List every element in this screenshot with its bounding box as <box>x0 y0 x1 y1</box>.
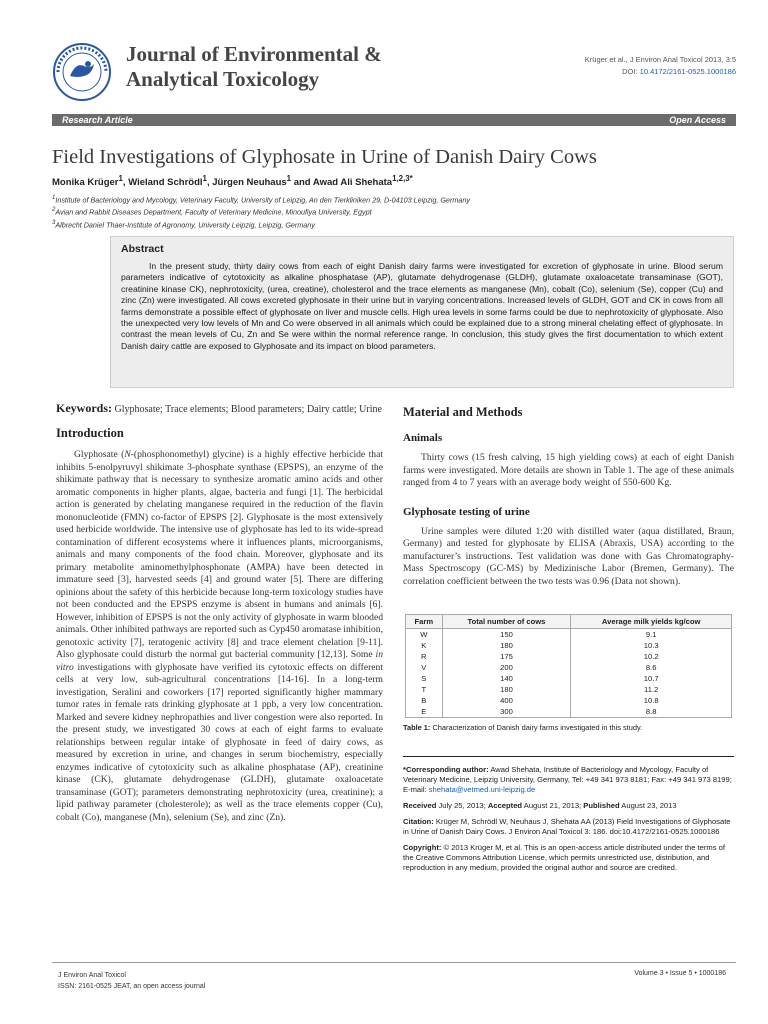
doi-link[interactable]: 10.4172/2161-0525.1000186 <box>639 67 736 76</box>
author-list <box>52 174 413 188</box>
table-cell: K <box>406 640 443 651</box>
affiliation: $^3$Albrecht Daniel Thaer-Institute of Agronomy, University Leipzig, Leipzig, Germany <box>52 219 315 230</box>
table-cell: 140 <box>442 673 571 684</box>
author-sep: and <box>291 177 313 189</box>
table-cell: 175 <box>442 651 571 662</box>
abstract-box <box>110 236 734 388</box>
table-header-milk: Average milk yields kg/cow <box>571 615 732 629</box>
table-cell: 11.2 <box>571 684 732 695</box>
table-row <box>406 640 732 651</box>
affiliation: $^2$Avian and Rabbit Diseases Department, Faculty of Veterinary Medicine, Minoufiya University, Egypt <box>52 207 372 217</box>
journal-meta <box>585 54 736 78</box>
table-cell: S <box>406 673 443 684</box>
left-column <box>56 402 383 824</box>
right-column <box>403 402 734 873</box>
footer-left <box>58 970 205 992</box>
keywords-label: Keywords: <box>56 401 112 415</box>
table-cell: 150 <box>442 629 571 641</box>
introduction-text: Glyphosate (N-(phosphonomethyl) glycine) is a highly effective herbicide that inhibits 5-enolpyruvyl shikimate 3-phosphate synthase (EPSPS), an enzyme of the shikimate pathway that is necessary to synthesize aromatic amino acids and other aromatic components in higher plants, algae, bacteria and fungi [1]. The herbicidal action is generated by chelating manganese required in the reduction of the flavin mononucleotide (FMN) co-factor of EPSPS [2]. Glyphosate is the most extensively used herbicide worldwide. The intensive use of glyphosate has led to its wide-spread contamination of different ecosystems where it influences plants, microorganisms, animals and many components of the food chain. Moreover, glyphosate and its primary metabolite aminomethylphosphonate (AMPA) have been detected in immature seed [3], harvested seeds [4] and ground water [5]. There are differing opinions about the safety of this herbicide because long-term toxicology studies have not been conducted and the EPSPS enzyme is absent in humans and animals [6]. However, inhibition of EPSPS is not the only activity of glyphosate in warm blooded animals. Other inhibited pathways are reported such as Cyp450 aromatase inhibition, genotoxic activity [7], teratogenic activity [8] and trace element chelation [9-11]. Also glyphosate could disturb the normal gut bacterial community [12,13]. Some in vitro investigations with glyphosate have verified its cytotoxic effects on different cells at very low, sub-agricultural concentrations [14-16]. In a long-term investigation, Seralini and coworkers [17] reported significantly higher mammary tumor rates in female rats drinking glyphosate at 1 ppb, a very low concentration. Marked and severe kidney nephropathies and liver congestion were also reported. In the present study, we investigated 30 cows at each of eight farms to evaluate relationships between regular intake of glyphosate in feed of dairy cows, as measured by excretion in urine, and changes in serum biochemistry, especially enzymes indicative of cytotoxicity such as alkaline phosphatase (AP), creatinine kinase (CK), glutamate dehydrogenase (GLDH), glutamate oxaloacetate transaminase (GOT); parameters demonstrating nephrotoxicity (urea, creatinine); a lipid pathway parameter (cholesterole); as well as the trace elements copper (Cu), cobalt (Co), manganese (Mn), selenium (Se), and zinc (Zn). <box>56 449 383 823</box>
author-sup: 1 <box>202 174 207 183</box>
table-row <box>406 629 732 641</box>
animals-heading: Animals <box>403 432 443 444</box>
table-cell: 400 <box>442 695 571 706</box>
footer-divider <box>52 962 736 963</box>
author-sep: , <box>122 177 129 189</box>
table-cell: V <box>406 662 443 673</box>
table-row <box>406 684 732 695</box>
glyphosate-testing-text: Urine samples were diluted 1:20 with distilled water (aqua distillated, Braun, Germany) and tested for glyphosate by ELISA (Abraxis, USA) according to the manufacturer’s instructions. Test validation was done with Gas Chromatography-Mass Spectroscopy (GC-MS) by Medizinische Labor (Bremen, Germany). The correlation coefficient between the two tests was 0.96 (Data not shown). <box>403 525 734 587</box>
table-cell: 9.1 <box>571 629 732 641</box>
introduction-heading: Introduction <box>56 426 124 440</box>
table-cell: 180 <box>442 684 571 695</box>
article-title: Field Investigations of Glyphosate in Urine of Danish Dairy Cows <box>52 146 597 168</box>
correspondence-info: *Corresponding author: Awad Shehata, Institute of Bacteriology and Mycology, Faculty of Veterinary Medicine, Leipzig University, Germany, Tel: +49 341 973 8181; Fax: +49 341 973 8199; E-mail: shehata@vetmed.uni-leipzig.de <box>403 765 732 794</box>
abstract-text: In the present study, thirty dairy cows from each of eight Danish dairy farms were investigated for excretion of glyphosate in urine. Blood serum parameters indicative of cytotoxicity as alkaline phosphatase (AP), glutamate dehydrogenase (GLDH), glutamate oxaloacetate transaminase (GOT), creatinine kinase CK), nephrotoxicity, (urea, creatine), cholesterol and the trace elements as manganese (Mn), cobalt (Co), selenium (Se), copper (Cu) and zinc (Zn) were investigated. All cows excreted glyphosate in their urine but in varying concentrations. Increased levels of GLDH, GOT and CK in cows from all farms demonstrate a possible effect of glyphosate on liver and muscle cells. High urea levels in some farms could be due to nephrotoxicity of glyphosate. Also the unexpected very low levels of Mn and Co were observed in all animals which could be explained due to a strong mineral chelating effect of glyphosate. In contrast the mean levels of Cu, Zn and Se were within the normal reference range. In conclusion, this study gives the first documentation to which extent Danish dairy cattle are exposed to Glyphosate and its impact on blood parameters. <box>121 261 723 351</box>
table-cell: 200 <box>442 662 571 673</box>
table-row <box>406 651 732 662</box>
table-row <box>406 695 732 706</box>
journal-title-line2: Analytical Toxicology <box>126 67 320 91</box>
footer-issn: ISSN: 2161-0525 JEAT, an open access journal <box>58 983 206 990</box>
table-cell: 10.7 <box>571 673 732 684</box>
journal-title <box>126 42 382 92</box>
email-link[interactable]: shehata@vetmed.uni-leipzig.de <box>428 785 536 794</box>
abstract-heading: Abstract <box>121 243 164 255</box>
table-cell: W <box>406 629 443 641</box>
table-caption: Table 1: Characterization of Danish dairy farms investigated in this study. <box>403 723 643 732</box>
table-header-cows: Total number of cows <box>442 615 571 629</box>
citation-doi[interactable]: 10.4172/2161-0525.1000186 <box>621 827 720 836</box>
open-access-label: Open Access <box>669 115 726 125</box>
doi-label: DOI: <box>622 67 638 76</box>
table-row <box>406 662 732 673</box>
research-article-label: Research Article <box>62 115 133 125</box>
affiliations <box>52 193 470 230</box>
table-cell: 10.2 <box>571 651 732 662</box>
table-cell: 180 <box>442 640 571 651</box>
table-cell: R <box>406 651 443 662</box>
author-sup: 1 <box>118 174 123 183</box>
farm-table-wrapper <box>403 614 734 732</box>
table-cell: 10.8 <box>571 695 732 706</box>
author-sup: 1 <box>286 174 292 183</box>
citation-info: Citation: Krüger M, Schrödl W, Neuhaus J, Shehata AA (2013) Field Investigations of Glyphosate in Urine of Danish Dairy Cows. J Environ Anal Toxicol 3: 186. doi:10.4172/2161-0525.1000186 <box>403 817 731 836</box>
info-divider <box>403 756 734 757</box>
table-header-row <box>406 615 732 629</box>
table-cell: 10.3 <box>571 640 732 651</box>
author-sup: 1,2,3* <box>392 174 413 183</box>
methods-heading: Material and Methods <box>403 405 523 419</box>
affiliation: $^1$Institute of Bacteriology and Mycology, Veterinary Faculty, University of Leipzig, An den Tierkliniken 29, D-04103 Leipzig, Germany <box>52 195 470 205</box>
animals-text: Thirty cows (15 fresh calving, 15 high yielding cows) at each of eight Danish farms were investigated. More details are shown in Table 1. The age of these animals ranged from 4 to 7 years with an average body weight of 550-600 Kg. <box>403 452 734 488</box>
table-cell: 8.8 <box>571 706 732 718</box>
author-name: Monika Krüger <box>52 177 119 189</box>
keywords-text: Glyphosate; Trace elements; Blood parameters; Dairy cattle; Urine <box>114 404 382 415</box>
journal-header <box>52 38 736 106</box>
footer-journal: J Environ Anal Toxicol <box>58 972 126 979</box>
article-type-bar <box>52 114 736 126</box>
author-name: Jürgen Neuhaus <box>212 177 287 189</box>
author-sep: , <box>206 177 213 189</box>
dates-info: Received July 25, 2013; Accepted August 21, 2013; Published August 23, 2013 <box>403 801 677 810</box>
citation-short: Krüger et al., J Environ Anal Toxicol 2013, 3:5 <box>584 55 736 64</box>
table-cell: 8.6 <box>571 662 732 673</box>
table-cell: 300 <box>442 706 571 718</box>
table-cell: T <box>406 684 443 695</box>
table-row <box>406 673 732 684</box>
table-header-farm: Farm <box>406 615 443 629</box>
keywords <box>56 402 383 416</box>
table-cell: E <box>406 706 443 718</box>
table-row <box>406 706 732 718</box>
table-cell: B <box>406 695 443 706</box>
copyright-info: Copyright: © 2013 Krüger M, et al. This is an open-access article distributed under the terms of the Creative Commons Attribution License, which permits unrestricted use, distribution, and reproduction in any medium, provided the original author and source are credited. <box>403 843 725 872</box>
footer-volume: Volume 3 • Issue 5 • 1000186 <box>634 970 726 977</box>
author-name: Wieland Schrödl <box>128 177 203 189</box>
journal-title-line1: Journal of Environmental & <box>126 42 382 66</box>
glyphosate-testing-heading: Glyphosate testing of urine <box>403 505 530 518</box>
author-name: Awad Ali Shehata <box>312 177 393 189</box>
farm-table <box>405 614 732 718</box>
journal-logo-icon <box>52 42 112 102</box>
